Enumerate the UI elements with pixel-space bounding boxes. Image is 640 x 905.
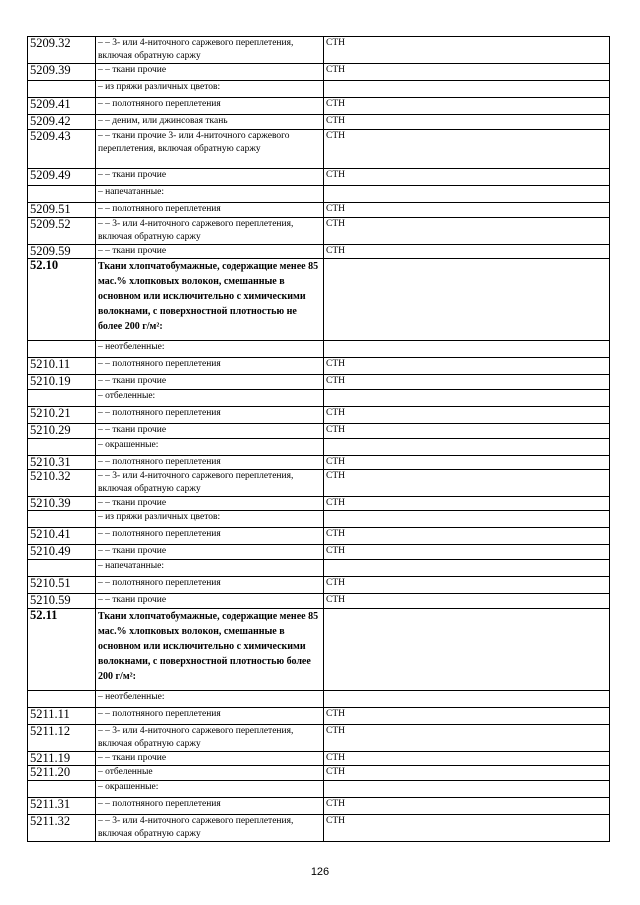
- note-cell: СТН: [324, 725, 610, 752]
- code-cell: 5210.51: [28, 577, 96, 594]
- note-cell: [324, 390, 610, 407]
- code-cell: 5211.12: [28, 725, 96, 752]
- page-number: 126: [310, 866, 330, 878]
- code-cell: 5210.49: [28, 545, 96, 560]
- table-row: [28, 81, 610, 98]
- table-row: [28, 407, 610, 424]
- description-cell: – напечатанные:: [96, 560, 324, 577]
- description-cell: – неотбеленные:: [96, 691, 324, 708]
- note-cell: СТН: [324, 798, 610, 815]
- table-row: [28, 375, 610, 390]
- note-cell: СТН: [324, 375, 610, 390]
- note-cell: СТН: [324, 497, 610, 511]
- note-cell: СТН: [324, 218, 610, 245]
- code-cell: [28, 691, 96, 708]
- note-cell: СТН: [324, 708, 610, 725]
- code-cell: [28, 560, 96, 577]
- table-row: [28, 358, 610, 375]
- note-cell: СТН: [324, 752, 610, 766]
- description-cell: – окрашенные:: [96, 781, 324, 798]
- table-row: [28, 798, 610, 815]
- note-cell: СТН: [324, 98, 610, 115]
- code-cell: 5209.43: [28, 130, 96, 169]
- note-cell: СТН: [324, 456, 610, 470]
- code-cell: [28, 341, 96, 358]
- table-row: [28, 203, 610, 218]
- code-cell: 52.10: [28, 259, 96, 341]
- description-cell: – напечатанные:: [96, 186, 324, 203]
- code-cell: 5209.41: [28, 98, 96, 115]
- note-cell: СТН: [324, 203, 610, 218]
- note-cell: СТН: [324, 594, 610, 609]
- table-row: [28, 218, 610, 245]
- table-row: [28, 424, 610, 439]
- table-row: [28, 64, 610, 81]
- code-cell: 5210.19: [28, 375, 96, 390]
- description-cell: – – полотняного переплетения: [96, 358, 324, 375]
- code-cell: 5209.32: [28, 37, 96, 64]
- table-row: [28, 781, 610, 798]
- table-heading-row: [28, 609, 610, 691]
- code-cell: 52.11: [28, 609, 96, 691]
- code-cell: 5209.42: [28, 115, 96, 130]
- note-cell: [324, 259, 610, 341]
- code-cell: 5211.31: [28, 798, 96, 815]
- note-cell: СТН: [324, 766, 610, 781]
- table-row: [28, 725, 610, 752]
- note-cell: СТН: [324, 577, 610, 594]
- table-row: [28, 341, 610, 358]
- note-cell: [324, 439, 610, 456]
- code-cell: 5210.21: [28, 407, 96, 424]
- table-body: [28, 37, 610, 842]
- description-cell: – – 3- или 4-ниточного саржевого переплетения, включая обратную саржу: [96, 37, 324, 64]
- code-cell: [28, 186, 96, 203]
- table-row: [28, 545, 610, 560]
- description-cell: – – ткани прочие: [96, 594, 324, 609]
- table-row: [28, 497, 610, 511]
- code-cell: 5209.59: [28, 245, 96, 259]
- code-cell: 5210.41: [28, 528, 96, 545]
- note-cell: [324, 511, 610, 528]
- description-cell: Ткани хлопчатобумажные, содержащие менее 85 мас.% хлопковых волокон, смешанные в основном или исключительно с химическими волокнами, с поверхностной плотностью не более 200 г/м²:: [96, 259, 324, 341]
- code-cell: 5209.51: [28, 203, 96, 218]
- note-cell: [324, 609, 610, 691]
- description-cell: – – ткани прочие: [96, 424, 324, 439]
- description-cell: – – полотняного переплетения: [96, 98, 324, 115]
- note-cell: СТН: [324, 169, 610, 186]
- table-heading-row: [28, 259, 610, 341]
- description-cell: – из пряжи различных цветов:: [96, 81, 324, 98]
- table-row: [28, 169, 610, 186]
- description-cell: – – 3- или 4-ниточного саржевого переплетения, включая обратную саржу: [96, 815, 324, 842]
- description-cell: – – ткани прочие: [96, 545, 324, 560]
- table-row: [28, 115, 610, 130]
- description-cell: Ткани хлопчатобумажные, содержащие менее 85 мас.% хлопковых волокон, смешанные в основном или исключительно с химическими волокнами, с поверхностной плотностью более 200 г/м²:: [96, 609, 324, 691]
- table-row: [28, 470, 610, 497]
- note-cell: СТН: [324, 407, 610, 424]
- note-cell: [324, 560, 610, 577]
- table-row: [28, 528, 610, 545]
- table-row: [28, 186, 610, 203]
- code-cell: 5211.32: [28, 815, 96, 842]
- note-cell: [324, 81, 610, 98]
- code-cell: 5210.32: [28, 470, 96, 497]
- code-cell: [28, 439, 96, 456]
- code-cell: 5211.20: [28, 766, 96, 781]
- tariff-code-table: [27, 36, 610, 842]
- table-row: [28, 691, 610, 708]
- description-cell: – – 3- или 4-ниточного саржевого переплетения, включая обратную саржу: [96, 218, 324, 245]
- description-cell: – – 3- или 4-ниточного саржевого переплетения, включая обратную саржу: [96, 470, 324, 497]
- table-row: [28, 511, 610, 528]
- description-cell: – – полотняного переплетения: [96, 577, 324, 594]
- description-cell: – – ткани прочие: [96, 245, 324, 259]
- note-cell: [324, 781, 610, 798]
- description-cell: – неотбеленные:: [96, 341, 324, 358]
- description-cell: – – деним, или джинсовая ткань: [96, 115, 324, 130]
- table-row: [28, 37, 610, 64]
- note-cell: СТН: [324, 245, 610, 259]
- description-cell: – – ткани прочие: [96, 375, 324, 390]
- table-row: [28, 130, 610, 169]
- code-cell: [28, 781, 96, 798]
- description-cell: – – полотняного переплетения: [96, 708, 324, 725]
- description-cell: – – ткани прочие: [96, 497, 324, 511]
- description-cell: – – полотняного переплетения: [96, 407, 324, 424]
- description-cell: – из пряжи различных цветов:: [96, 511, 324, 528]
- note-cell: СТН: [324, 130, 610, 169]
- code-cell: 5210.59: [28, 594, 96, 609]
- note-cell: [324, 341, 610, 358]
- description-cell: – – полотняного переплетения: [96, 528, 324, 545]
- code-cell: 5210.11: [28, 358, 96, 375]
- note-cell: СТН: [324, 358, 610, 375]
- note-cell: СТН: [324, 528, 610, 545]
- note-cell: СТН: [324, 37, 610, 64]
- description-cell: – – ткани прочие 3- или 4-ниточного саржевого переплетения, включая обратную саржу: [96, 130, 324, 169]
- note-cell: СТН: [324, 64, 610, 81]
- note-cell: [324, 691, 610, 708]
- table-row: [28, 390, 610, 407]
- description-cell: – – полотняного переплетения: [96, 798, 324, 815]
- table-row: [28, 594, 610, 609]
- table-row: [28, 98, 610, 115]
- table-row: [28, 456, 610, 470]
- description-cell: – отбеленные:: [96, 390, 324, 407]
- code-cell: 5210.29: [28, 424, 96, 439]
- note-cell: СТН: [324, 815, 610, 842]
- code-cell: 5209.39: [28, 64, 96, 81]
- code-cell: 5209.52: [28, 218, 96, 245]
- description-cell: – – ткани прочие: [96, 64, 324, 81]
- table-row: [28, 815, 610, 842]
- note-cell: СТН: [324, 545, 610, 560]
- note-cell: [324, 186, 610, 203]
- note-cell: СТН: [324, 424, 610, 439]
- table-row: [28, 766, 610, 781]
- description-cell: – – полотняного переплетения: [96, 456, 324, 470]
- code-cell: 5210.31: [28, 456, 96, 470]
- table-row: [28, 560, 610, 577]
- description-cell: – – 3- или 4-ниточного саржевого переплетения, включая обратную саржу: [96, 725, 324, 752]
- code-cell: 5211.19: [28, 752, 96, 766]
- code-cell: 5209.49: [28, 169, 96, 186]
- table-row: [28, 752, 610, 766]
- code-cell: [28, 390, 96, 407]
- note-cell: СТН: [324, 115, 610, 130]
- code-cell: 5211.11: [28, 708, 96, 725]
- description-cell: – отбеленные: [96, 766, 324, 781]
- table-row: [28, 577, 610, 594]
- code-cell: 5210.39: [28, 497, 96, 511]
- code-cell: [28, 511, 96, 528]
- table-row: [28, 245, 610, 259]
- table-row: [28, 708, 610, 725]
- description-cell: – – ткани прочие: [96, 752, 324, 766]
- description-cell: – окрашенные:: [96, 439, 324, 456]
- description-cell: – – ткани прочие: [96, 169, 324, 186]
- description-cell: – – полотняного переплетения: [96, 203, 324, 218]
- code-cell: [28, 81, 96, 98]
- table-row: [28, 439, 610, 456]
- note-cell: СТН: [324, 470, 610, 497]
